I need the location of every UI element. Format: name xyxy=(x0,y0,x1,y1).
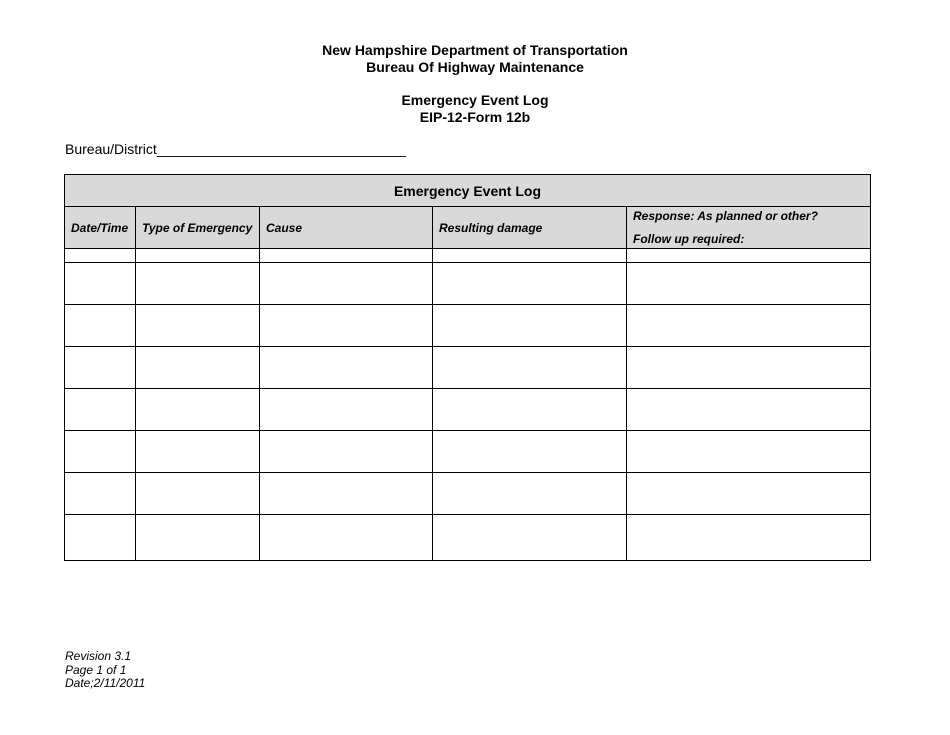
table-cell[interactable] xyxy=(260,473,433,515)
table-cell[interactable] xyxy=(260,249,433,263)
column-header-cause: Cause xyxy=(260,207,433,249)
table-cell[interactable] xyxy=(136,431,260,473)
table-cell[interactable] xyxy=(260,515,433,561)
revision-date: Date;2/11/2011 xyxy=(65,676,146,690)
table-cell[interactable] xyxy=(627,389,871,431)
table-cell[interactable] xyxy=(65,305,136,347)
revision-text: Revision 3.1 xyxy=(65,649,132,663)
response-header-line2: Follow up required: xyxy=(633,232,745,246)
document-footer xyxy=(65,650,145,691)
table-cell[interactable] xyxy=(627,305,871,347)
table-cell[interactable] xyxy=(136,263,260,305)
form-number: EIP-12-Form 12b xyxy=(419,109,531,125)
document-header xyxy=(0,42,950,126)
table-row xyxy=(65,431,871,473)
table-cell[interactable] xyxy=(627,473,871,515)
table-cell[interactable] xyxy=(260,431,433,473)
table-title: Emergency Event Log xyxy=(65,175,871,207)
table-cell[interactable] xyxy=(627,249,871,263)
table-cell[interactable] xyxy=(136,249,260,263)
department-title: New Hampshire Department of Transportation xyxy=(322,42,628,58)
table-cell[interactable] xyxy=(65,263,136,305)
table-cell[interactable] xyxy=(433,431,627,473)
table-cell[interactable] xyxy=(627,263,871,305)
table-cell[interactable] xyxy=(260,263,433,305)
table-cell[interactable] xyxy=(65,473,136,515)
table-row xyxy=(65,473,871,515)
table-cell[interactable] xyxy=(65,249,136,263)
event-log-table xyxy=(64,174,871,561)
table-cell[interactable] xyxy=(433,263,627,305)
table-cell[interactable] xyxy=(433,389,627,431)
table-cell[interactable] xyxy=(65,515,136,561)
table-cell[interactable] xyxy=(627,347,871,389)
bureau-district-field[interactable] xyxy=(65,141,406,158)
table-cell[interactable] xyxy=(433,249,627,263)
table-cell[interactable] xyxy=(65,389,136,431)
table-cell[interactable] xyxy=(136,473,260,515)
table-cell[interactable] xyxy=(136,389,260,431)
column-header-type: Type of Emergency xyxy=(136,207,260,249)
table-cell[interactable] xyxy=(433,347,627,389)
bureau-district-label: Bureau/District xyxy=(65,141,157,157)
bureau-district-blank[interactable]: ________________________________ xyxy=(156,141,406,157)
table-cell[interactable] xyxy=(260,305,433,347)
table-row xyxy=(65,347,871,389)
table-cell[interactable] xyxy=(627,515,871,561)
table-cell[interactable] xyxy=(260,347,433,389)
table-cell[interactable] xyxy=(433,473,627,515)
table-row xyxy=(65,305,871,347)
table-cell[interactable] xyxy=(136,305,260,347)
column-header-response xyxy=(627,207,871,249)
table-row xyxy=(65,515,871,561)
response-header-line1: Response: As planned or other? xyxy=(633,209,818,223)
table-row xyxy=(65,249,871,263)
table-row xyxy=(65,263,871,305)
table-cell[interactable] xyxy=(65,347,136,389)
table-cell[interactable] xyxy=(65,431,136,473)
form-title: Emergency Event Log xyxy=(401,92,549,108)
table-cell[interactable] xyxy=(136,347,260,389)
column-header-date-time: Date/Time xyxy=(65,207,136,249)
page-number: Page 1 of 1 xyxy=(65,662,127,677)
table-cell[interactable] xyxy=(260,389,433,431)
column-header-damage: Resulting damage xyxy=(433,207,627,249)
table-cell[interactable] xyxy=(433,515,627,561)
table-cell[interactable] xyxy=(433,305,627,347)
table-cell[interactable] xyxy=(627,431,871,473)
table-row xyxy=(65,389,871,431)
table-cell[interactable] xyxy=(136,515,260,561)
bureau-title: Bureau Of Highway Maintenance xyxy=(366,59,584,75)
